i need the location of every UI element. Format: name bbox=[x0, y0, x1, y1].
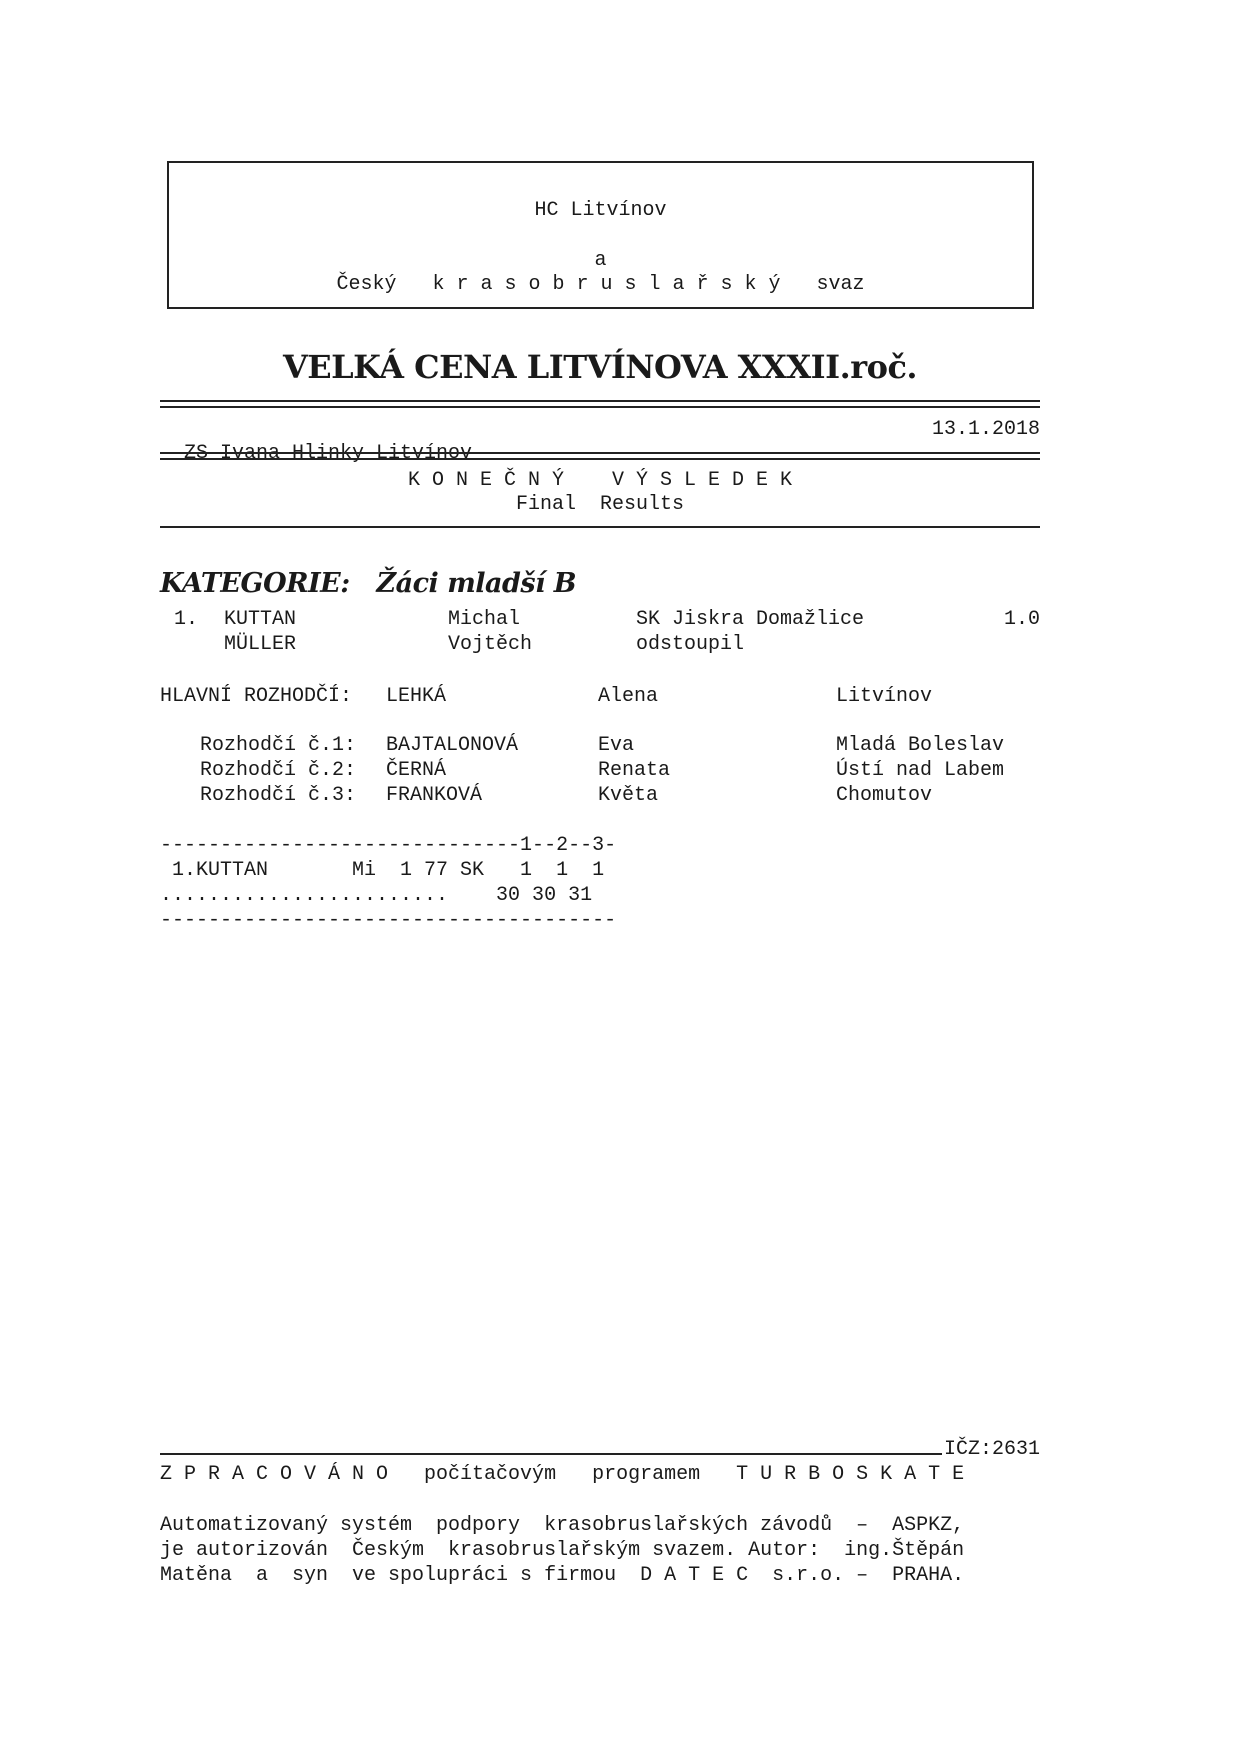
competitor-score: 1.0 bbox=[1003, 608, 1040, 631]
header-box bbox=[167, 161, 1034, 309]
judge-city: Ústí nad Labem bbox=[836, 759, 1005, 782]
judge-role: Rozhodčí č.1: bbox=[200, 734, 357, 757]
category-label: KATEGORIE: Žáci mladší B bbox=[160, 568, 577, 599]
judge-role: Rozhodčí č.3: bbox=[200, 784, 357, 807]
footer-text-line: Matěna a syn ve spolupráci s firmou D A T E C s.r.o. – PRAHA. bbox=[160, 1564, 965, 1587]
footer-divider bbox=[160, 1453, 942, 1455]
judge-surname: BAJTALONOVÁ bbox=[386, 734, 519, 757]
competition-title: VELKÁ CENA LITVÍNOVA XXXII.roč. bbox=[282, 348, 918, 386]
referee-role: HLAVNÍ ROZHODČÍ: bbox=[160, 685, 353, 708]
organizer-club: HC Litvínov bbox=[534, 199, 667, 222]
divider-results bbox=[160, 526, 1040, 528]
competitor-surname: MÜLLER bbox=[224, 633, 297, 656]
competitor-status: odstoupil bbox=[636, 633, 745, 656]
footer-text-line: je autorizován Českým krasobruslařským svazem. Autor: ing.Štěpán bbox=[160, 1539, 965, 1562]
judge-row bbox=[160, 734, 1040, 758]
placement-table-header: ------------------------------1--2--3- bbox=[160, 834, 617, 857]
judge-surname: FRANKOVÁ bbox=[386, 784, 483, 807]
event-date: 13.1.2018 bbox=[931, 418, 1040, 441]
competitor-row bbox=[160, 608, 1040, 632]
competitor-firstname: Michal bbox=[448, 608, 521, 631]
competitor-row bbox=[160, 633, 1040, 657]
footer-text-line: Automatizovaný systém podpory krasobruslařských závodů – ASPKZ, bbox=[160, 1514, 965, 1537]
organizer-federation: Český k r a s o b r u s l a ř s k ý svaz bbox=[336, 273, 865, 296]
competitor-surname: KUTTAN bbox=[224, 608, 297, 631]
divider-double-bottom bbox=[160, 452, 1040, 454]
referee-surname: LEHKÁ bbox=[386, 685, 447, 708]
referee-city: Litvínov bbox=[836, 685, 933, 708]
referee-firstname: Alena bbox=[598, 685, 659, 708]
judge-firstname: Eva bbox=[598, 734, 635, 757]
results-heading: K O N E Č N Ý V Ý S L E D E K bbox=[407, 469, 793, 492]
judge-surname: ČERNÁ bbox=[386, 759, 447, 782]
competitor-place: 1. bbox=[174, 608, 199, 631]
judge-city: Mladá Boleslav bbox=[836, 734, 1005, 757]
processed-by: Z P R A C O V Á N O počítačovým programem T U R B O S K A T E bbox=[160, 1463, 965, 1486]
competitor-club: SK Jiskra Domažlice bbox=[636, 608, 865, 631]
placement-table-row: 1.KUTTAN Mi 1 77 SK 1 1 1 bbox=[160, 859, 605, 882]
judge-city: Chomutov bbox=[836, 784, 933, 807]
competitor-firstname: Vojtěch bbox=[448, 633, 533, 656]
judge-role: Rozhodčí č.2: bbox=[200, 759, 357, 782]
judge-firstname: Květa bbox=[598, 784, 659, 807]
divider-double-top bbox=[160, 400, 1040, 402]
venue: ZS Ivana Hlinky Litvínov bbox=[184, 442, 473, 465]
placement-table-row: ........................ 30 30 31 bbox=[160, 884, 593, 907]
placement-table-footer: -------------------------------------- bbox=[160, 909, 617, 932]
referee-row bbox=[160, 685, 1040, 709]
organizer-conjunction: a bbox=[594, 249, 607, 272]
results-subheading: Final Results bbox=[515, 493, 685, 516]
icz-code: IČZ:2631 bbox=[943, 1438, 1040, 1461]
judge-row bbox=[160, 759, 1040, 783]
judge-firstname: Renata bbox=[598, 759, 671, 782]
judge-row bbox=[160, 784, 1040, 808]
